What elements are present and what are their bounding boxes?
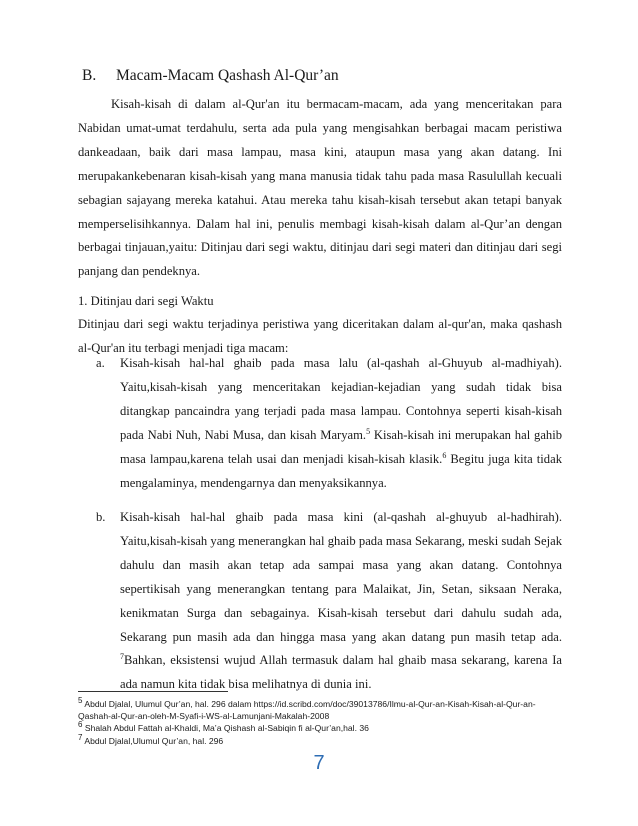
footnote-6 xyxy=(78,722,558,734)
list-item-body xyxy=(120,506,562,697)
footnote-5 xyxy=(78,698,558,722)
list-item-text: Begitu juga kita tidak mengalaminya, mendengarnya dan menyaksikannya. xyxy=(120,451,562,490)
list-item-text: Kisah-kisah ini merupakan hal gahib masa lampau,karena telah usai dan menjadi kisah-kisah klasik. xyxy=(120,427,562,466)
footnote-7 xyxy=(78,732,558,747)
footnote-text: Abdul Djalal, Ulumul Qur’an, hal. 296 dalam https://id.scribd.com/doc/39013786/Ilmu-al-Qur-an-Kisah-Kisah-al-Qur-an-Qashah-al-Qur-an-oleh-M-Syafi-i-WS-al-Lamunjani-Makalah-2008 xyxy=(78,699,536,722)
section-number: B. xyxy=(82,67,97,84)
footnote-text: Shalah Abdul Fattah al-Khaldi, Ma’a Qishash al-Sabiqin fi al-Qur’an,hal. 36 xyxy=(82,723,369,734)
intro-paragraph xyxy=(78,93,562,284)
list-marker: a. xyxy=(96,356,105,370)
list-item-body xyxy=(120,352,562,495)
subsection-heading: 1. Ditinjau dari segi Waktu xyxy=(78,294,214,308)
footnote-number: 7 xyxy=(78,732,83,742)
footnote-divider xyxy=(78,691,228,692)
list-marker: b. xyxy=(96,510,106,524)
list-item-a xyxy=(96,352,562,495)
intro-text: Kisah-kisah di dalam al-Qur'an itu bermacam-macam, ada yang menceritakan para Nabidan umat-umat terdahulu, serta ada pula yang mengisahkan berbagai macam peristiwa dankeadaan, baik dari masa lampau, masa kini, ataupun masa yang akan datang. Ini merupakankebenaran kisah-kisah yang mana manusia tidak tahu pada masa Rasulullah kecuali sebagian sajayang mereka katahui. Atau mereka tahu kisah-kisah tersebut akan tetapi banyak memperselisihkannya. Dalam hal ini, penulis membagi kisah-kisah dalam al-Qur’an dengan berbagai tinjauan,yaitu: Ditinjau dari segi waktu, ditinjau dari segi materi dan ditinjau dari segi panjang dan pendeknya. xyxy=(78,97,562,279)
footnote-number: 6 xyxy=(78,720,83,730)
footnote-ref[interactable]: 7 xyxy=(120,652,124,662)
page-number: 7 xyxy=(313,752,325,774)
footnote-ref[interactable]: 6 xyxy=(442,450,447,460)
section-title: Macam-Macam Qashash Al-Qur’an xyxy=(116,67,339,84)
footnotes xyxy=(78,698,558,747)
footnote-ref[interactable]: 5 xyxy=(366,426,371,436)
list-item-text: Kisah-kisah hal-hal ghaib pada masa lalu (al-qashah al-Ghuyub al-madhiyah). Yaitu,kisah-kisah yang menceritakan kejadian-kejadian yang sudah tidak bisa ditangkap pancaindra yang terjadi pada masa lampau. Contohnya seperti kisah-kisah pada Nabi Nuh, Nabi Musa, dan kisah Maryam. xyxy=(120,356,562,442)
list-item-b xyxy=(96,506,562,697)
footnote-text: Abdul Djalal,Ulumul Qur’an, hal. 296 xyxy=(82,735,224,746)
list-item-text: Kisah-kisah hal-hal ghaib pada masa kini (al-qashah al-ghuyub al-hadhirah). Yaitu,kisah-kisah yang menerangkan hal ghaib pada masa Sekarang, meski sudah Sejak dahulu dan masih akan tetap ada sampai masa yang akan datang. Contohnya sepertikisah yang menerangkan tentang para Malaikat, Jin, Setan, siksaan Neraka, kenikmatan Surga dan sebagainya. Kisah-kisah tersebut dari dahulu sudah ada, Sekarang pun masih ada dan hingga masa yang akan datang pun masih tetap ada. xyxy=(120,510,562,644)
section-heading xyxy=(82,67,339,85)
list-item-text: Bahkan, eksistensi wujud Allah termasuk dalam hal ghaib masa sekarang, karena Ia ada namun kita tidak bisa melihatnya di dunia ini. xyxy=(120,653,562,692)
footnote-number: 5 xyxy=(78,696,83,706)
subsection-intro-text: Ditinjau dari segi waktu terjadinya peristiwa yang diceritakan dalam al-qur'an, maka qashash al-Qur'an itu terbagi menjadi tiga macam: xyxy=(78,317,562,355)
